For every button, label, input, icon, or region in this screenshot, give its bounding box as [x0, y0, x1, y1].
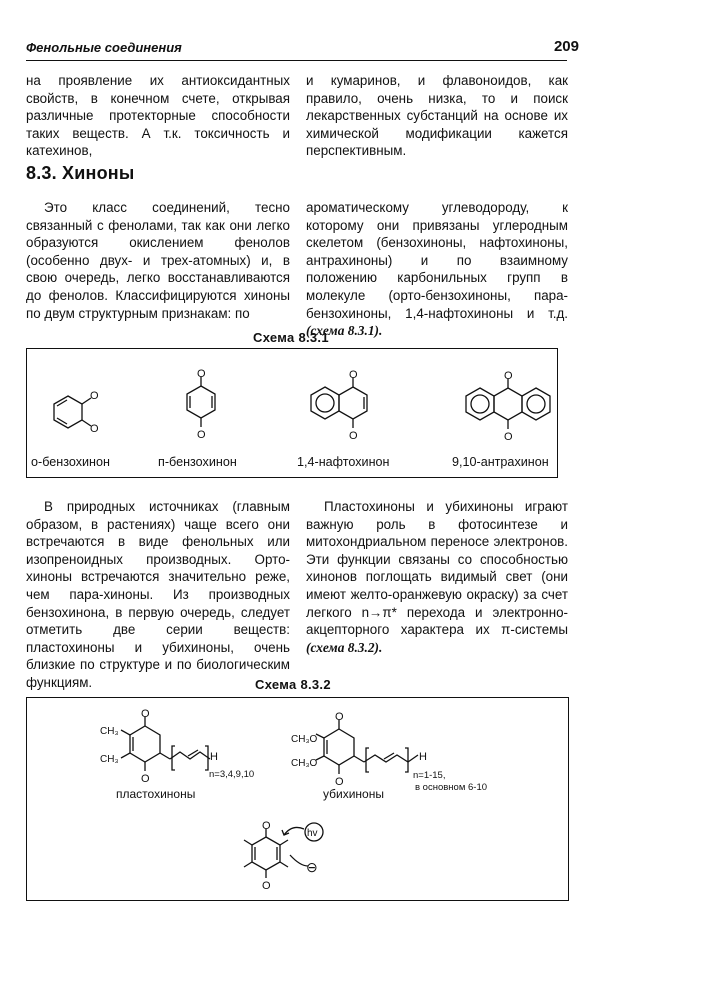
label-p-benzoquinone: п-бензохинон: [158, 455, 237, 469]
para1-left-text: Это класс соединений, тесно связанный с фенолами, так как они легко образуются окислением фенолов (особенно двух- и трех-атомных) и, в свою очередь, легко восстанавливаются до фенолов. Классифицируются хиноны по двум структурным признакам: по: [26, 200, 290, 321]
svg-text:O: O: [335, 711, 344, 723]
scheme-ref-8-3-1: (схема 8.3.1).: [306, 323, 383, 339]
svg-text:O: O: [141, 708, 150, 720]
label-anthraquinone: 9,10-антрахинон: [452, 455, 549, 469]
svg-text:O: O: [90, 390, 99, 402]
svg-text:O: O: [141, 773, 150, 785]
scheme-ref-8-3-2: (схема 8.3.2).: [306, 639, 383, 655]
svg-text:O: O: [504, 370, 513, 382]
svg-text:CH₃O: CH₃O: [291, 758, 318, 769]
label-naphthoquinone: 1,4-нафтохинон: [297, 455, 390, 469]
svg-text:O: O: [262, 820, 271, 832]
intro-left-text: на проявление их антиоксидантных свойств, в конечном счете, открывая различные протекторные способности таких веществ. А т.к. токсичность и катехинов,: [26, 73, 290, 159]
para2-left-text: В природных источниках (главным образом, в растениях) чаще всего они встречаются в виде фенольных или изопреноидных производных. Орто-хиноны встречаются значительно реже, чем пара-хиноны. Из производных бензохинона, в первую очередь, следует отметить две серии веществ: пластохиноны и убихиноны, очень близкие по структуре и по биологическим функциям.: [26, 499, 290, 690]
para1-right-text: ароматическому углеводороду, к которому они привязаны углеродным скелетом (бензохиноны, нафтохиноны, антрахиноны) и по взаимному положению карбонильных групп в молекуле (орто-бензохиноны, пара-бензохиноны, 1,4-нафтохиноны и т.д.: [306, 200, 568, 321]
intro-right-text: и кумаринов, и флавоноидов, как правило, очень низка, то и поиск лекарственных субстанций на основе их химической модификации кажется перспективным.: [306, 73, 568, 159]
ubiquinone-label: убихиноны: [323, 787, 384, 801]
running-title: Фенольные соединения: [26, 40, 182, 55]
svg-text:CH₃O: CH₃O: [291, 734, 318, 745]
scheme2-title: Схема 8.3.2: [255, 677, 331, 692]
svg-text:n=1-15,: n=1-15,: [413, 770, 446, 781]
svg-text:CH₃: CH₃: [100, 754, 119, 765]
svg-text:O: O: [349, 369, 358, 381]
plastoquinone-label: пластохиноны: [116, 787, 196, 801]
svg-text:hv: hv: [307, 828, 318, 839]
svg-text:O: O: [504, 431, 513, 443]
svg-text:O: O: [197, 429, 206, 441]
svg-text:O: O: [262, 880, 271, 892]
label-o-benzoquinone: о-бензохинон: [31, 455, 110, 469]
scheme1-title: Схема 8.3.1: [253, 330, 329, 345]
svg-text:CH₃: CH₃: [100, 726, 119, 737]
page-number: 209: [553, 38, 579, 55]
svg-text:n=3,4,9,10: n=3,4,9,10: [209, 769, 255, 780]
svg-text:⊖: ⊖: [306, 859, 318, 875]
svg-text:H: H: [210, 751, 218, 763]
svg-text:O: O: [335, 776, 344, 788]
para2-right-text: Пластохиноны и убихиноны играют важную роль в фотосинтезе и митохондриальном переносе электронов. Эти функции связаны со способностью хинонов поглощать видимый свет (они имеют желто-оранжевую окраску) за счет легкого n→π* перехода и электронно-акцепторного характера их π-системы: [306, 499, 568, 638]
section-title: 8.3. Хиноны: [26, 163, 135, 183]
svg-text:O: O: [349, 430, 358, 442]
svg-text:H: H: [419, 751, 427, 763]
svg-text:в основном 6-10: в основном 6-10: [415, 782, 488, 793]
svg-text:O: O: [90, 423, 99, 435]
svg-text:O: O: [197, 368, 206, 380]
